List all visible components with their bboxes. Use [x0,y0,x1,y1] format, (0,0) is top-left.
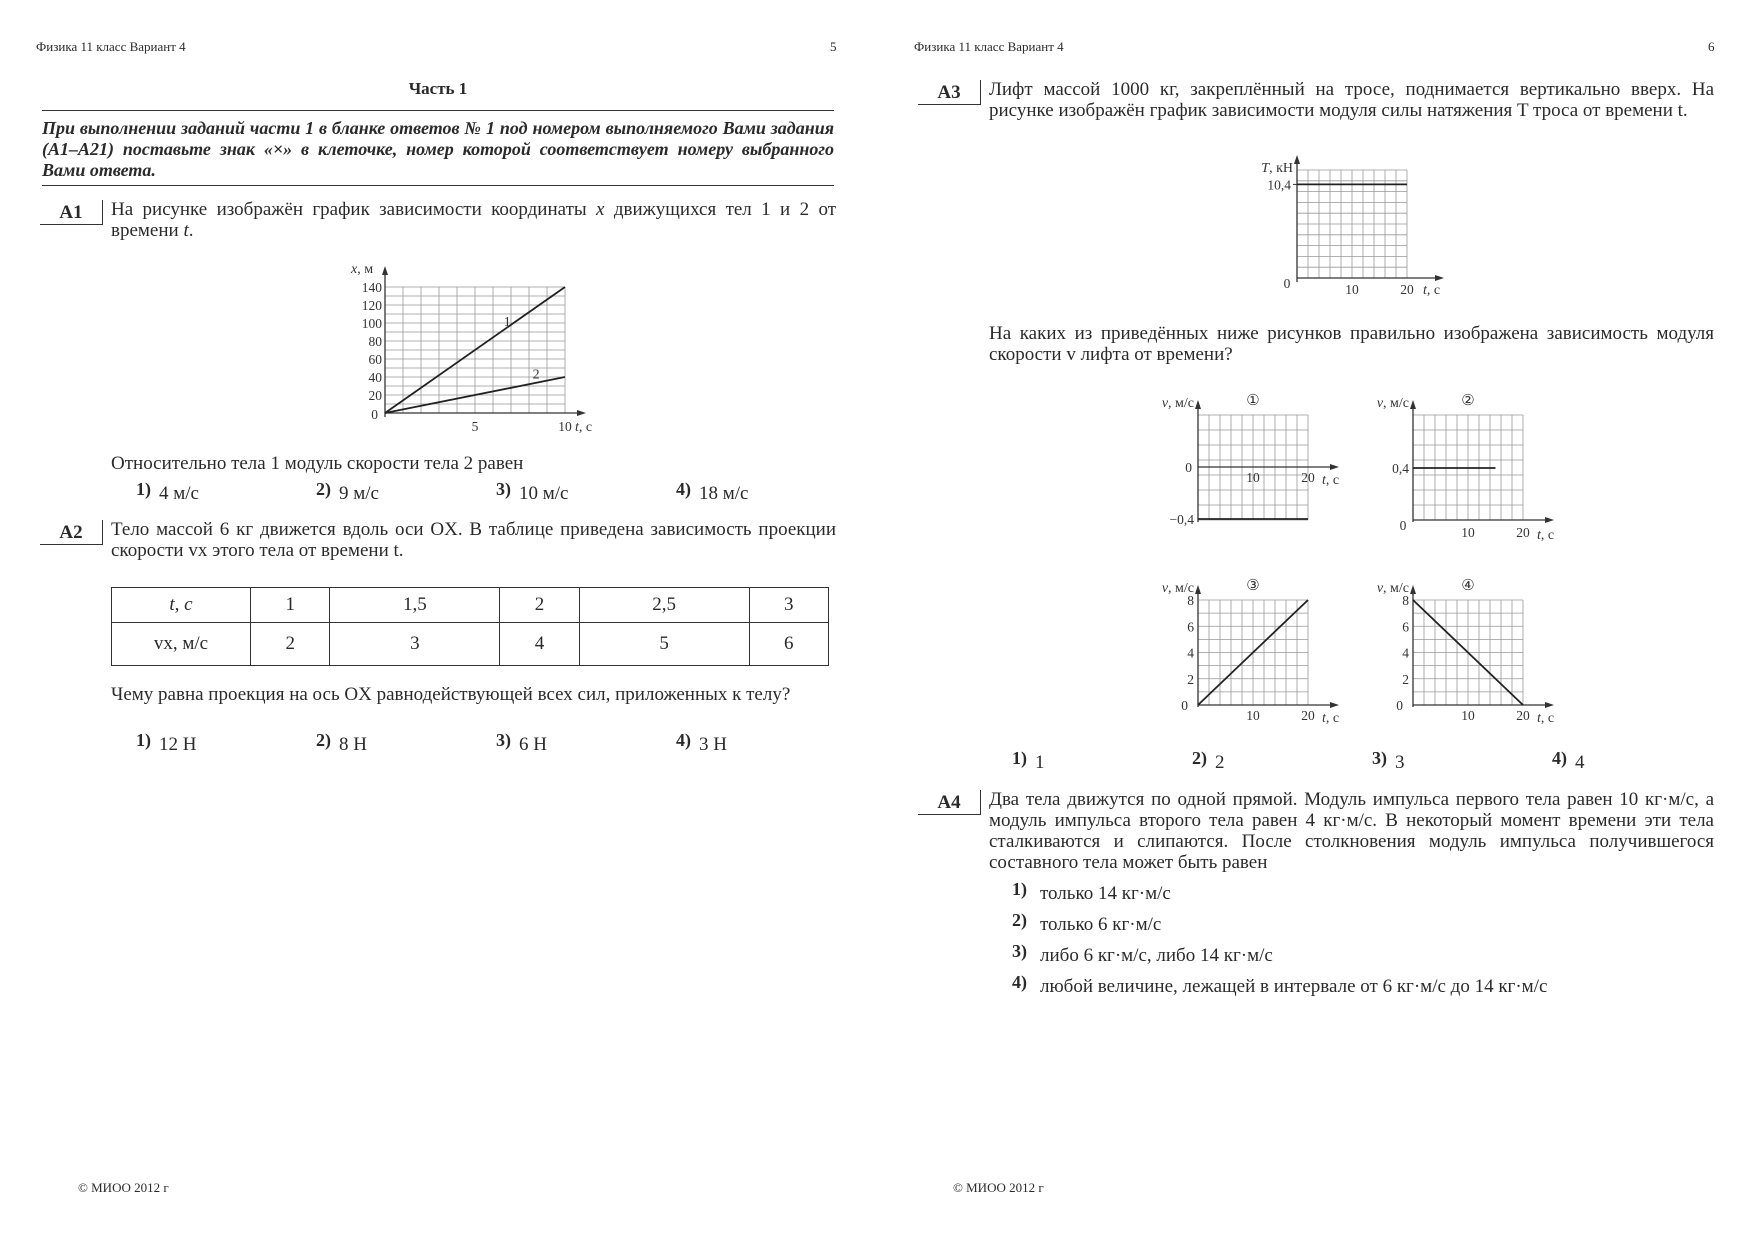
x-axis-label: t, с [1423,283,1441,298]
task-tag-a3: А3 [918,80,981,105]
right-header-title: Физика 11 класс Вариант 4 [914,39,1064,54]
y-axis-label: v, м/с [1161,396,1194,411]
a2-table-label-t: t, с [112,588,251,623]
y-tick-label: 60 [368,352,382,367]
x-tick-label: 10 [1246,470,1260,485]
a3-option-4[interactable]: 4) 4 [1552,748,1585,773]
chart-number-label: ③ [1246,578,1260,594]
a3-options [1012,748,1732,774]
a4-option-2[interactable]: 2) только 6 кг·м/с [1012,910,1162,935]
a3-option-2[interactable]: 2) 2 [1192,748,1225,773]
a2-table-cell: 5 [579,623,749,666]
a1-option-4[interactable]: 4) 18 м/с [676,479,749,504]
a3-text: Лифт массой 1000 кг, закреплённый на тросе, поднимается вертикально вверх. На рисунке изображён график зависимости модуля силы натяжения T троса от времени t. [989,79,1714,121]
y-tick-label: 4 [1402,645,1409,661]
y-tick-label: 2 [1402,671,1409,687]
a4-option-3[interactable]: 3) либо 6 кг·м/с, либо 14 кг·м/с [1012,941,1273,966]
a2-table-cell: 6 [749,623,828,666]
x-tick-label: 20 [1516,708,1530,723]
y-tick-label: 80 [368,334,382,349]
x-axis-arrow [1545,517,1554,523]
x-tick-label: 20 [1301,708,1315,723]
a2-table-cell: 1,5 [330,588,500,623]
right-footer: © МИОО 2012 г [953,1180,1044,1195]
a1-options [136,479,856,505]
y-tick-label: 120 [361,298,382,313]
task-tag-a1: А1 [40,200,103,225]
origin-label: 0 [1399,518,1407,533]
a1-chart [340,258,610,438]
origin-label: 0 [1181,698,1188,713]
a2-table [111,587,829,666]
chart-number-label: ④ [1461,578,1475,594]
series-label-1: 1 [503,314,511,330]
a2-table-cell: 4 [500,623,579,666]
chart-number-label: ① [1246,393,1260,409]
x-axis-label: t, с [575,420,593,435]
y-tick-label: 8 [1402,593,1409,608]
a2-options [136,730,856,756]
y-tick-label: 6 [1402,619,1409,635]
y-tick-label: 0,4 [1392,461,1409,476]
x-tick-label: 10 [1345,282,1359,297]
a2-table-row-t [112,588,829,623]
x-tick-label: 20 [1516,525,1530,540]
y-axis-label: v, м/с [1161,581,1194,596]
a1-option-3[interactable]: 3) 10 м/с [496,479,569,504]
y-axis-arrow [1195,400,1201,409]
x-axis-arrow [1330,464,1339,470]
x-axis-label: t, с [1537,711,1555,726]
x-axis-arrow [577,410,586,416]
origin-label: 0 [1283,276,1291,291]
y-tick-label: −0,4 [1169,512,1194,527]
a4-option-1[interactable]: 1) только 14 кг·м/с [1012,879,1171,904]
x-axis-arrow [1545,702,1554,708]
a3-question: На каких из приведённых ниже рисунков правильно изображена зависимость модуля скорости v лифта от времени? [989,323,1714,365]
origin-label: 0 [371,407,378,422]
a2-question: Чему равна проекция на ось OX равнодействующей всех сил, приложенных к телу? [111,684,791,705]
left-footer: © МИОО 2012 г [78,1180,169,1195]
x-tick-label: 5 [471,419,479,434]
y-axis-arrow [382,266,388,275]
x-tick-label: 10 [1461,708,1475,723]
a4-options [1012,879,1548,1007]
a2-table-label-v: vx, м/с [112,623,251,666]
a2-text: Тело массой 6 кг движется вдоль оси OX. В таблице приведена зависимость проекции скорости vx этого тела от времени t. [111,519,836,561]
x-tick-label: 20 [1301,470,1315,485]
a2-table-cell: 1 [251,588,330,623]
left-header-title: Физика 11 класс Вариант 4 [36,39,186,54]
a2-table-row-v [112,623,829,666]
y-axis-label: v, м/с [1376,396,1409,411]
a1-option-2[interactable]: 2) 9 м/с [316,479,379,504]
x-axis-label: t, с [1322,711,1340,726]
x-axis-arrow [1435,275,1444,281]
v-chart-2 [1355,385,1565,543]
y-tick-label: 6 [1187,619,1194,635]
series-label-2: 2 [532,367,540,383]
y-tick-label: 100 [361,316,382,331]
y-axis-arrow [1410,400,1416,409]
y-tick-label: 10,4 [1267,177,1291,193]
x-tick-label: 20 [1400,282,1414,297]
instructions-top-rule [42,110,834,111]
y-axis-arrow [1195,585,1201,594]
y-tick-label: 140 [361,280,382,295]
x-tick-label: 10 [558,419,572,434]
a3-tension-chart [1245,160,1460,305]
a1-question: Относительно тела 1 модуль скорости тела 2 равен [111,453,524,474]
x-tick-label: 10 [1461,525,1475,540]
a2-table-cell: 3 [749,588,828,623]
a2-option-1[interactable]: 1) 12 Н [136,730,197,755]
x-axis-label: t, с [1322,473,1340,488]
a2-table-cell: 2,5 [579,588,749,623]
v-chart-4 [1355,560,1565,725]
task-tag-a2: А2 [40,520,103,545]
left-page-number: 5 [830,39,837,54]
a2-table-cell: 2 [251,623,330,666]
y-axis-label: x, м [351,262,374,277]
chart-number-label: ② [1461,393,1475,409]
instructions: При выполнении заданий части 1 в бланке ответов № 1 под номером выполняемого Вами задания (А1–А21) поставьте знак «×» в клеточке, номер которой соответствует номеру выбранного Вами ответа. [42,118,834,180]
a2-table-cell: 2 [500,588,579,623]
a2-option-4[interactable]: 4) 3 Н [676,730,727,755]
x-tick-label: 10 [1246,708,1260,723]
a3-option-3[interactable]: 3) 3 [1372,748,1405,773]
y-tick-label: 0 [1185,460,1192,475]
a4-text: Два тела движутся по одной прямой. Модуль импульса первого тела равен 10 кг·м/с, а модуль импульса второго тела равен 4 кг·м/с. В некоторый момент времени эти тела сталкиваются и слипаются. После столкновения модуль импульса получившегося составного тела может быть равен [989,789,1714,873]
task-tag-a4: А4 [918,790,981,815]
a2-option-3[interactable]: 3) 6 Н [496,730,547,755]
y-axis-arrow [1410,585,1416,594]
x-axis-label: t, с [1537,528,1555,543]
instructions-bottom-rule [42,185,834,186]
y-tick-label: 20 [368,388,382,403]
a1-option-1[interactable]: 1) 4 м/с [136,479,199,504]
y-axis-label: T, кН [1261,161,1293,176]
right-page-number: 6 [1708,39,1715,54]
y-tick-label: 40 [368,370,382,385]
origin-label: 0 [1396,698,1403,713]
v-chart-3 [1140,560,1350,725]
y-tick-label: 4 [1187,645,1194,661]
a4-option-4[interactable]: 4) любой величине, лежащей в интервале от 6 кг·м/с до 14 кг·м/с [1012,972,1548,997]
a3-option-1[interactable]: 1) 1 [1012,748,1045,773]
y-axis-label: v, м/с [1376,581,1409,596]
x-axis-arrow [1330,702,1339,708]
a1-text: На рисунке изображён график зависимости координаты x движущихся тел 1 и 2 от времени t. [111,199,836,241]
y-tick-label: 2 [1187,671,1194,687]
v-chart-1 [1140,385,1350,535]
part-title: Часть 1 [408,79,468,98]
a2-table-cell: 3 [330,623,500,666]
y-axis-arrow [1294,155,1300,164]
y-tick-label: 8 [1187,593,1194,608]
a2-option-2[interactable]: 2) 8 Н [316,730,367,755]
